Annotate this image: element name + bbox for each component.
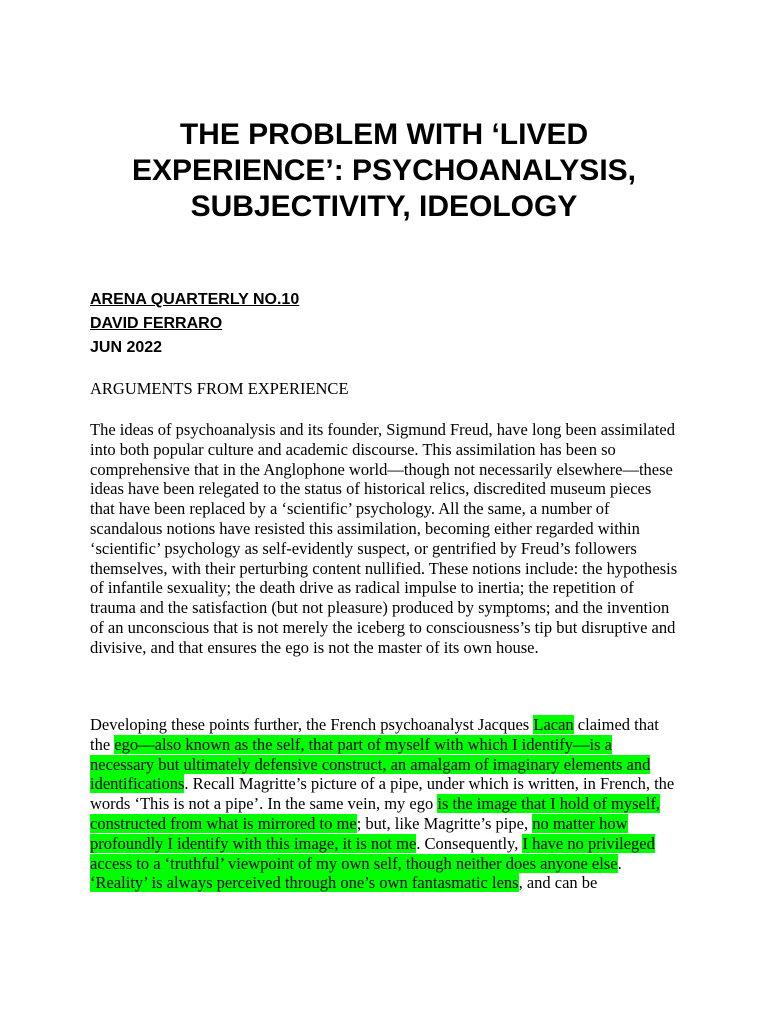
paragraph-text: ; but, like Magritte’s pipe,: [356, 813, 533, 833]
highlighted-text: I have no privileged access to a ‘truthful’ viewpoint of my own self, though neither does anyone else: [90, 833, 655, 873]
document-title: [90, 117, 678, 225]
highlighted-text: no matter how profoundly I identify with this image, it is not me: [90, 813, 628, 853]
highlighted-text: ego—also known as the self, that part of myself with which I identify—is a necessary but ultimately defensive construct, an amalgam of imaginary elements and identifications: [90, 734, 651, 794]
paragraph-text: claimed that the: [90, 715, 659, 754]
highlighted-text: ‘Reality’ is always perceived through one’s own fantasmatic lens: [90, 873, 519, 893]
paragraph-text: Developing these points further, the French psychoanalyst Jacques: [90, 715, 534, 734]
title-line: SUBJECTIVITY, IDEOLOGY: [190, 190, 578, 223]
highlighted-text: is the image that I hold of myself, constructed from what is mirrored to me: [90, 794, 661, 833]
publication-name: ARENA QUARTERLY NO.10: [90, 291, 300, 308]
paragraph-text: . Recall Magritte’s picture of a pipe, under which is written, in French, the words ‘This is not a pipe’. In the same vein, my ego: [90, 774, 675, 814]
publication-date: JUN 2022: [90, 339, 163, 356]
section-heading: ARGUMENTS FROM EXPERIENCE: [90, 379, 349, 398]
paragraph-1: The ideas of psychoanalysis and its founder, Sigmund Freud, have long been assimilated into both popular culture and academic discourse. This assimilation has been so comprehensive that in the Anglophone world—though not necessarily elsewhere—these ideas have been relegated to the status of historical relics, discredited museum pieces that have been replaced by a ‘scientific’ psychology. All the same, a number of scandalous notions have resisted this assimilation, becoming either regarded within ‘scientific’ psychology as self-evidently suspect, or gentrified by Freud’s followers themselves, with their perturbing content nullified. These notions include: the hypothesis of infantile sexuality; the death drive as radical impulse to inertia; the repetition of trauma and the satisfaction (but not pleasure) produced by symptoms; and the invention of an unconscious that is not merely the iceberg to consciousness’s tip but disruptive and divisive, and that ensures the ego is not the master of its own house.: [90, 420, 678, 657]
highlighted-text: Lacan: [533, 715, 574, 734]
paragraph-2: [90, 715, 680, 893]
title-line: EXPERIENCE’: PSYCHOANALYSIS,: [131, 154, 636, 187]
paragraph-text: , and can be: [518, 873, 598, 893]
paragraph-text: .: [617, 853, 622, 873]
article-meta: [90, 288, 299, 360]
paragraph-text: . Consequently,: [416, 833, 523, 853]
title-line: THE PROBLEM WITH ‘LIVED: [179, 118, 589, 151]
author-name: DAVID FERRARO: [90, 315, 223, 332]
